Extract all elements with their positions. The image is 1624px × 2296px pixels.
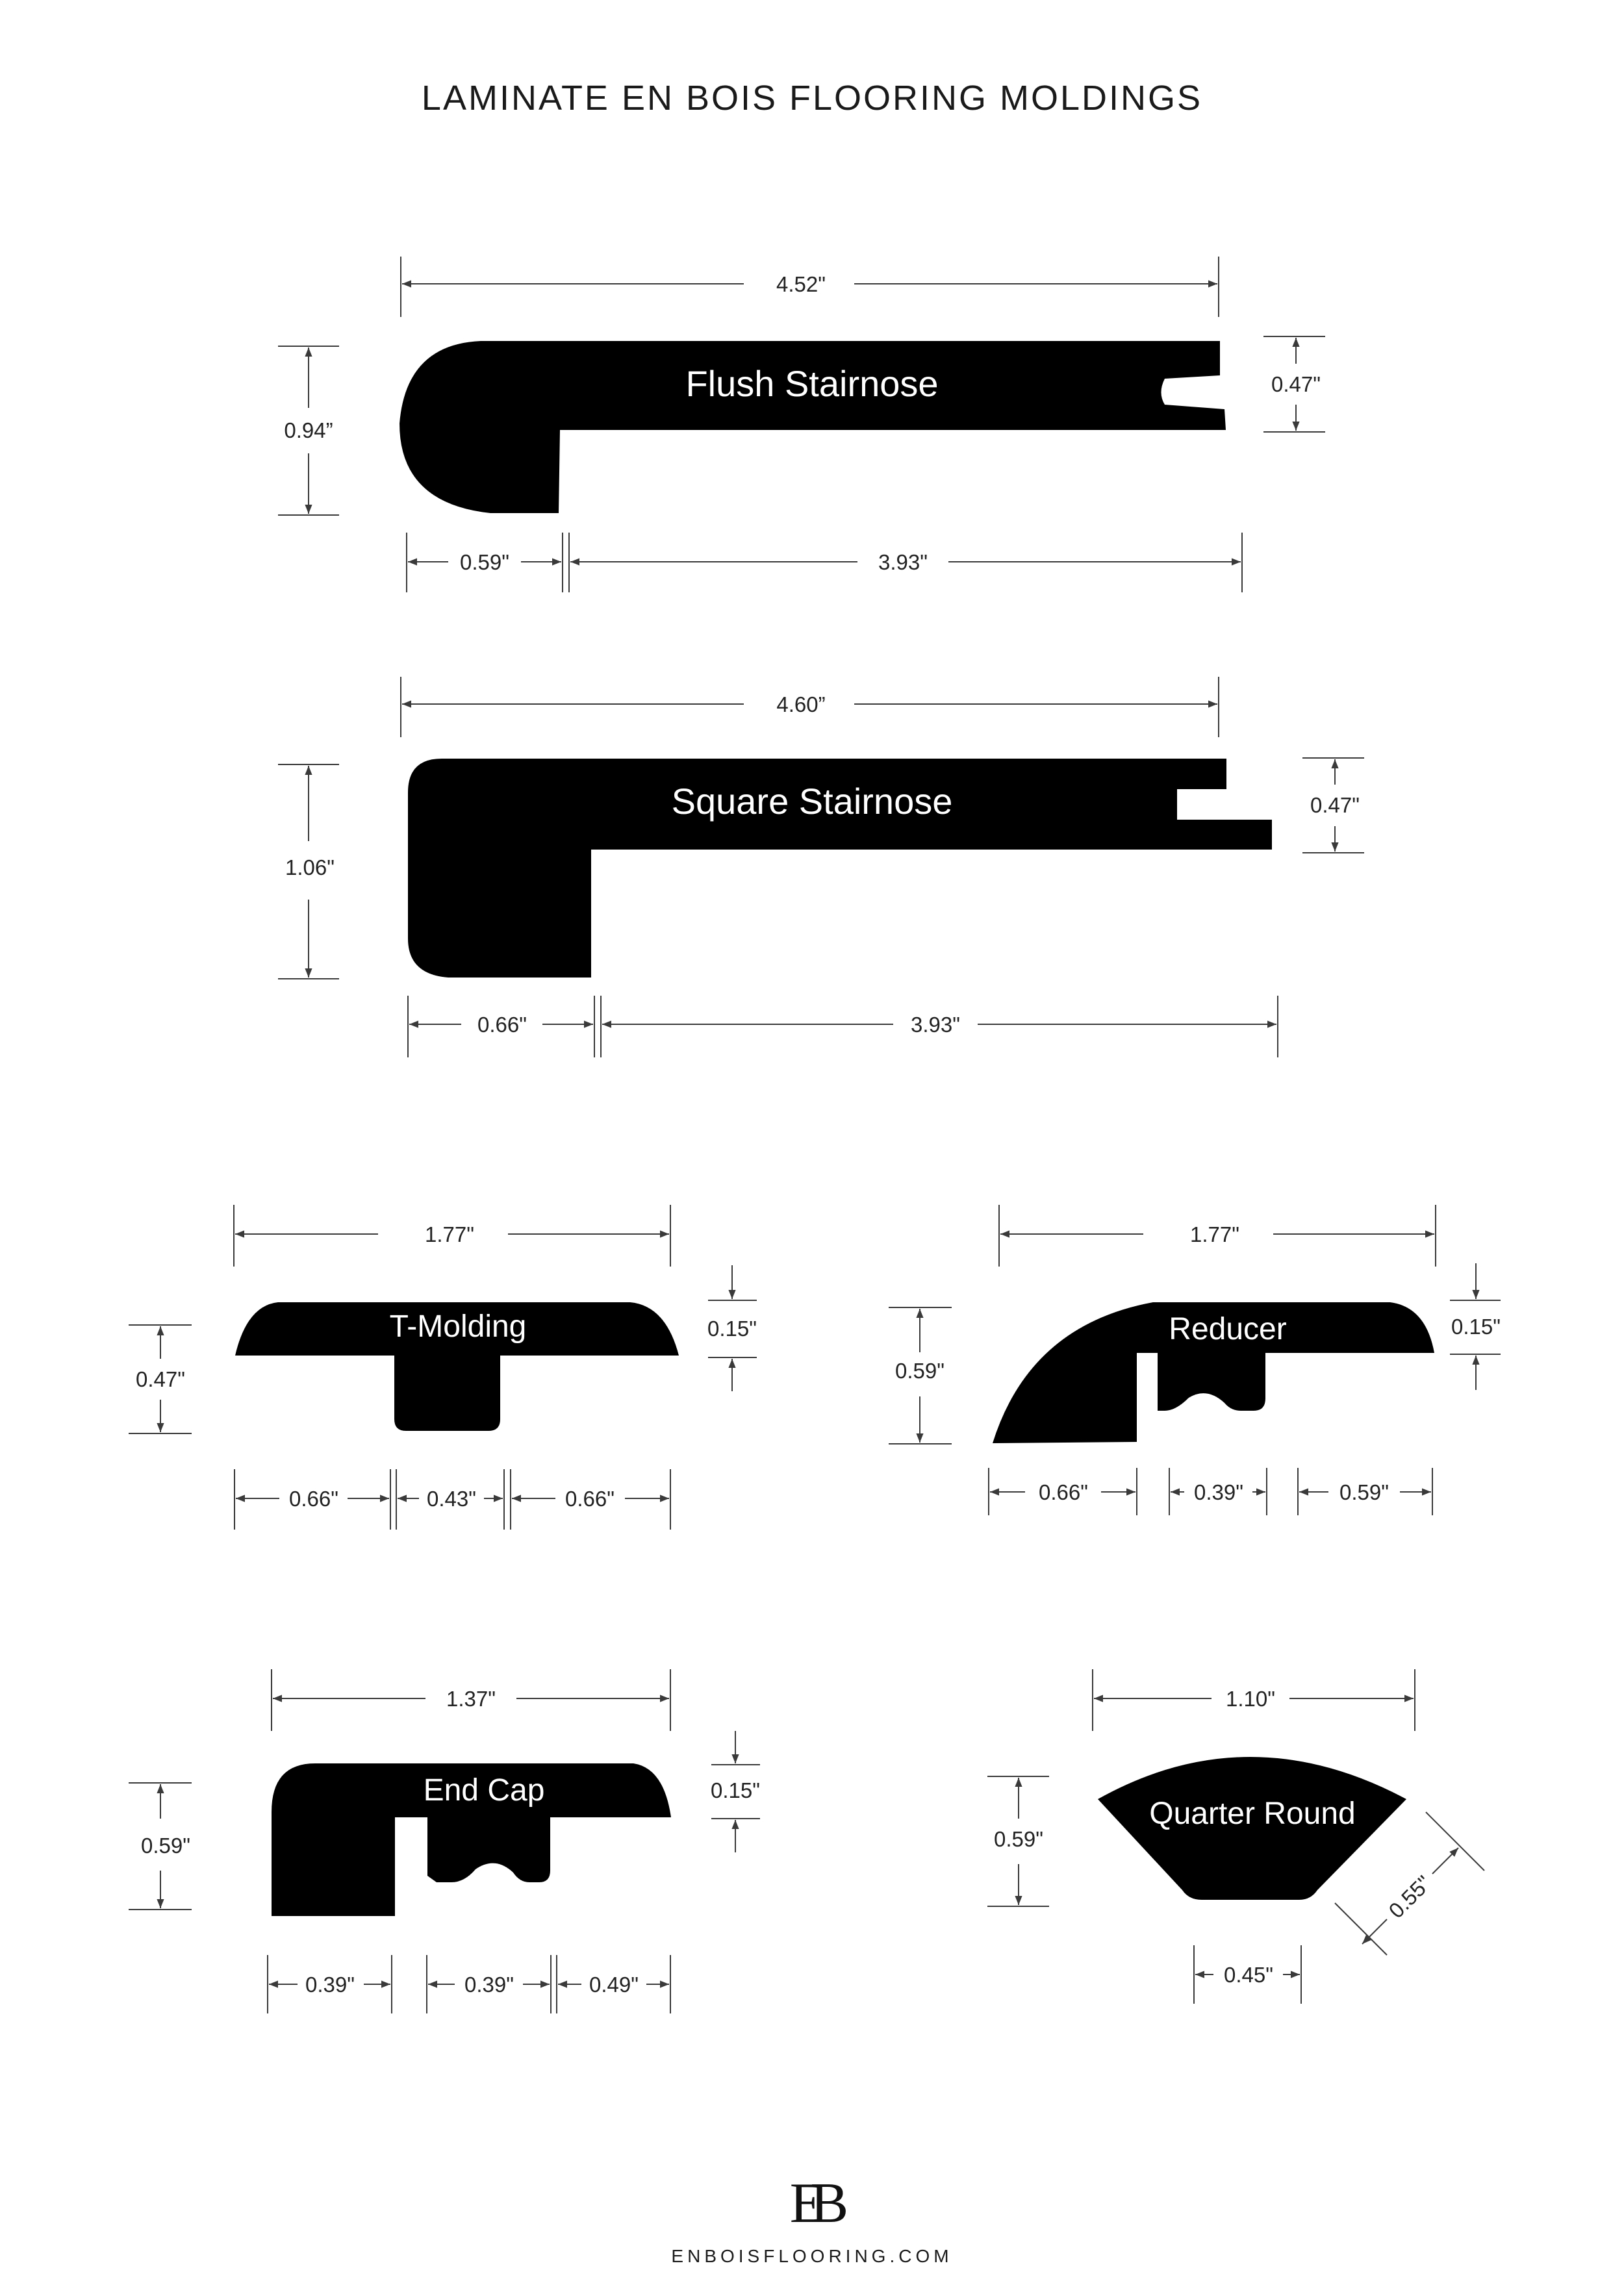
endcap-right-value: 0.49" (589, 1973, 639, 1997)
t-molding-group (129, 1205, 757, 1530)
square-stairnose-group (278, 677, 1364, 1057)
quarter-side-line-top (1432, 1848, 1458, 1874)
quarter-side-line-bottom (1362, 1919, 1387, 1944)
square-width-value: 4.60” (776, 692, 826, 716)
flush-stairnose-label: Flush Stairnose (685, 363, 939, 404)
quarter-side-ext-bottom (1335, 1903, 1387, 1955)
tmold-right-value: 0.66" (565, 1487, 615, 1511)
quarter-round-label: Quarter Round (1149, 1797, 1356, 1831)
square-tail-value: 3.93" (911, 1013, 960, 1037)
reducer-group (889, 1205, 1501, 1515)
endcap-height-value: 0.59" (141, 1834, 190, 1858)
flush-nose-value: 0.59" (460, 550, 509, 574)
flush-height-value: 0.94” (284, 418, 333, 442)
endcap-stem-value: 0.39" (464, 1973, 514, 1997)
tmold-height-value: 0.47" (136, 1367, 185, 1391)
endcap-top-value: 0.15" (711, 1778, 760, 1802)
quarter-width-value: 1.10" (1226, 1687, 1275, 1711)
square-height-value: 1.06" (285, 855, 335, 879)
eb-monogram-text: EB (789, 2173, 835, 2231)
tmold-top-value: 0.15" (707, 1317, 757, 1341)
quarter-side-ext-top (1426, 1812, 1484, 1871)
flush-width-value: 4.52" (776, 272, 826, 296)
square-nose-value: 0.66" (477, 1013, 527, 1037)
reducer-label: Reducer (1169, 1312, 1287, 1346)
footer-website[interactable]: ENBOISFLOORING.COM (671, 2246, 953, 2266)
reducer-stem-value: 0.39" (1194, 1480, 1243, 1504)
end-cap-label: End Cap (423, 1773, 545, 1808)
endcap-width-value: 1.37" (446, 1687, 496, 1711)
reducer-top-value: 0.15" (1451, 1315, 1501, 1339)
tmold-stem-value: 0.43" (427, 1487, 476, 1511)
eb-monogram-logo (773, 2173, 851, 2231)
square-stairnose-label: Square Stairnose (671, 781, 953, 822)
flush-tongue-value: 0.47" (1271, 372, 1321, 396)
end-cap-group (129, 1669, 760, 2013)
tmold-width-value: 1.77" (425, 1222, 474, 1246)
quarter-bottom-value: 0.45" (1224, 1963, 1273, 1987)
quarter-height-value: 0.59" (994, 1827, 1043, 1851)
reducer-width-value: 1.77" (1190, 1222, 1239, 1246)
quarter-round-group (987, 1669, 1484, 2004)
reducer-height-value: 0.59" (895, 1359, 945, 1383)
reducer-right-value: 0.59" (1339, 1480, 1389, 1504)
quarter-side-value: 0.55" (1384, 1871, 1436, 1923)
square-tongue-value: 0.47" (1310, 793, 1360, 817)
t-molding-label: T-Molding (389, 1309, 527, 1344)
flush-stairnose-group (278, 257, 1325, 592)
flush-tail-value: 3.93" (878, 550, 928, 574)
endcap-left-value: 0.39" (305, 1973, 355, 1997)
reducer-left-value: 0.66" (1039, 1480, 1088, 1504)
tmold-left-value: 0.66" (289, 1487, 338, 1511)
page-title: LAMINATE EN BOIS FLOORING MOLDINGS (421, 79, 1203, 118)
